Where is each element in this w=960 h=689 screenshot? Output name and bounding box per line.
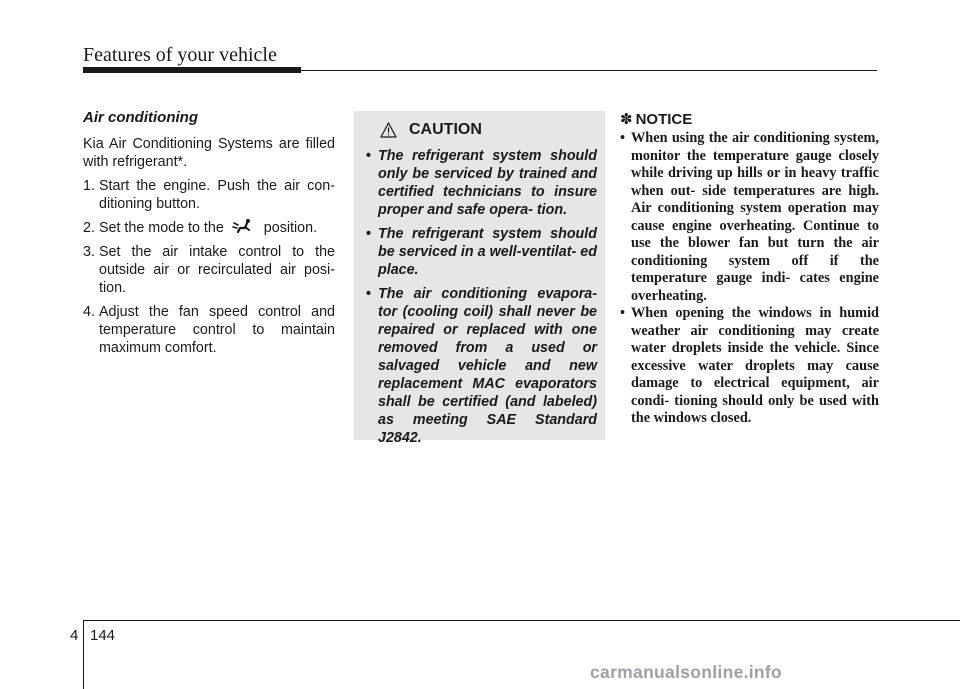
air-conditioning-section xyxy=(83,109,335,363)
step-number: 4. xyxy=(83,304,95,320)
caution-item xyxy=(366,285,597,447)
step-number: 1. xyxy=(83,178,95,194)
notice-section xyxy=(620,110,879,428)
notice-item xyxy=(620,130,879,305)
page-number: 144 xyxy=(90,627,116,644)
footer-rule xyxy=(83,620,960,621)
header-rule-thin xyxy=(301,70,877,71)
chapter-number: 4 xyxy=(70,627,79,644)
caution-item xyxy=(366,225,597,279)
notice-text: When opening the windows in humid weather air conditioning may create water droplets inside the vehicle. Since excessive water droplets may cause damage to electrical equipment, air condi- tioning should only be used with the windows closed. xyxy=(631,305,879,426)
steps-list xyxy=(83,177,335,357)
step-text xyxy=(99,219,335,237)
caution-text: The refrigerant system should be serviced in a well-ventilat- ed place. xyxy=(378,226,597,278)
step-number: 3. xyxy=(83,244,95,260)
step-text-before: Set the mode to the xyxy=(99,220,224,236)
caution-box xyxy=(354,111,605,446)
step-item xyxy=(83,243,335,297)
intro-paragraph: Kia Air Conditioning Systems are filled with refrigerant*. xyxy=(83,136,335,170)
step-text: Start the engine. Push the air con- ditioning button. xyxy=(99,178,335,212)
notice-item xyxy=(620,305,879,428)
caution-text: The air conditioning evapora- tor (cooling coil) shall never be repaired or replaced with one removed from a used or salvaged vehicle and new replacement MAC evaporators shall be certified (and labeled) as meeting SAE Standard J2842. xyxy=(378,286,597,446)
bullet: • xyxy=(620,130,626,146)
section-heading: Air conditioning xyxy=(83,109,198,126)
caution-text: The refrigerant system should only be serviced by trained and certified technicians to insure proper and safe opera- tion. xyxy=(378,148,597,218)
notice-mark-icon: ✽ xyxy=(620,111,633,128)
step-text-after: position. xyxy=(263,220,318,236)
floor-vent-mode-icon xyxy=(232,219,256,233)
caution-title: CAUTION xyxy=(409,121,482,138)
caution-item xyxy=(366,147,597,219)
notice-list xyxy=(620,130,879,428)
notice-text: When using the air conditioning system, monitor the temperature gauge closely while driving up hills or in heavy traffic when out- side temperatures are high. Air conditioning system operation may cause engine overheating. Continue to use the blower fan but turn the air conditioning system off if the temperature gauge indi- cates engine overheating. xyxy=(631,130,879,304)
notice-header xyxy=(620,110,879,128)
page-header-title: Features of your vehicle xyxy=(83,44,277,66)
step-item xyxy=(83,219,335,237)
bullet: • xyxy=(366,226,372,242)
step-text: Adjust the fan speed control and temperature control to maintain maximum comfort. xyxy=(99,304,335,356)
step-item xyxy=(83,303,335,357)
watermark: carmanualsonline.info xyxy=(590,662,783,682)
notice-title: NOTICE xyxy=(635,110,693,128)
step-number: 2. xyxy=(83,220,95,236)
bullet: • xyxy=(620,305,626,321)
step-text: Set the air intake control to the outside air or recirculated air posi- tion. xyxy=(99,244,335,296)
bullet: • xyxy=(366,286,372,302)
bullet: • xyxy=(366,148,372,164)
warning-triangle-icon xyxy=(380,122,397,138)
header-rule-thick xyxy=(83,67,301,73)
step-item xyxy=(83,177,335,213)
caution-header xyxy=(366,121,597,139)
caution-list xyxy=(366,147,597,447)
footer-divider xyxy=(83,620,84,689)
